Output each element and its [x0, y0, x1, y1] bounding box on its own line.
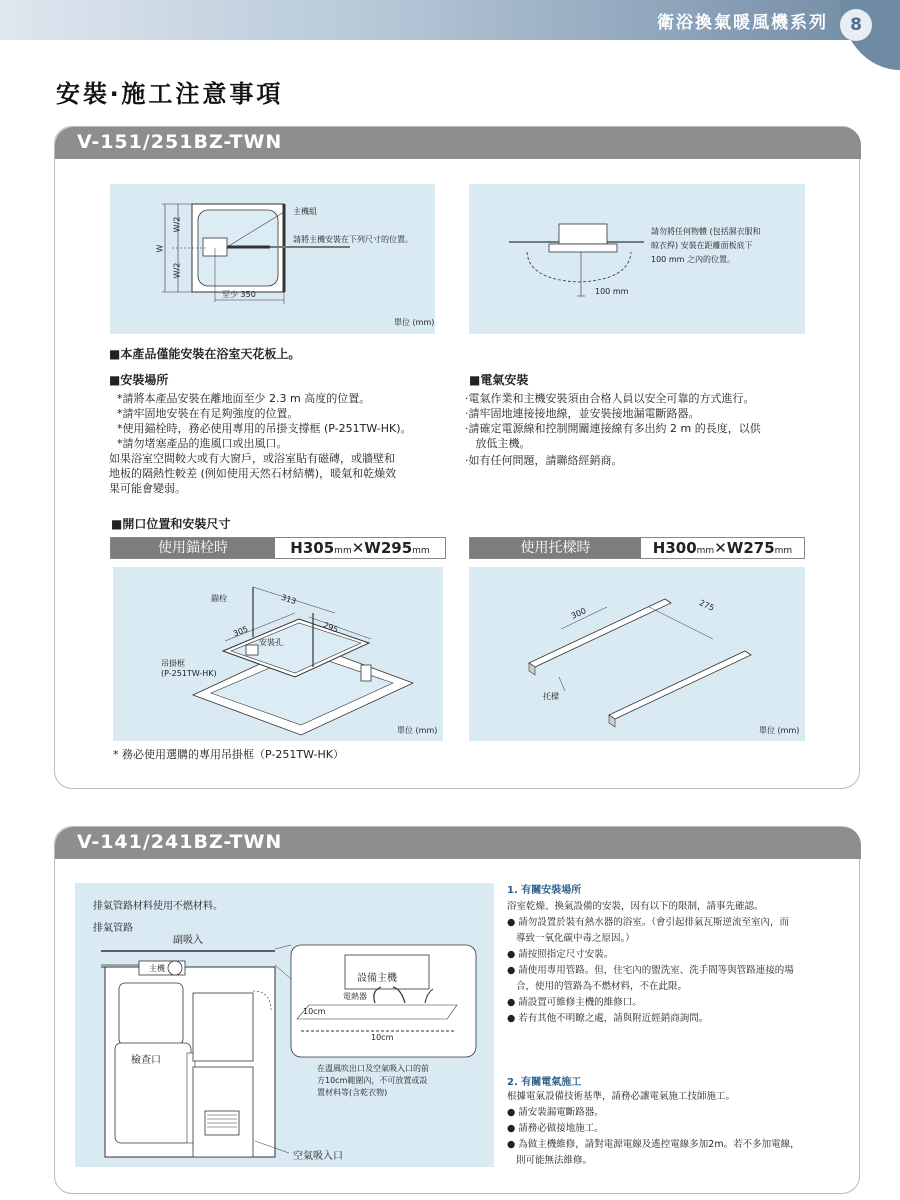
joist-w: W275: [726, 539, 775, 557]
site-line-5: 合，使用的管路為不燃材料，不在此限。: [507, 981, 688, 992]
dim-300: 300: [569, 606, 588, 621]
model-name-2: V-141/241BZ-TWN: [77, 831, 283, 853]
label-w: W: [155, 244, 165, 253]
electrical-title: ■電氣安裝: [469, 373, 529, 387]
location-line-3: *使用錨栓時，務必使用專用的吊掛支撐框 (P-251TW-HK)。: [117, 422, 412, 435]
label-min-350: 至少 350: [222, 290, 256, 299]
anchor-dim-bar: [110, 537, 446, 559]
location-para-1: 如果浴室空間較大或有大窗戶，或浴室貼有磁磚，或牆壁和: [109, 452, 395, 465]
sub-intake-label: 副吸入: [173, 935, 203, 946]
joist-label: 使用托樑時: [470, 538, 641, 558]
clearance-note-3: 100 mm 之內的位置。: [651, 255, 735, 264]
elec-line-1: ● 請安裝漏電斷路器。: [507, 1107, 604, 1118]
electrical-line-1: ‧電氣作業和主機安裝須由合格人員以安全可靠的方式進行。: [465, 392, 755, 405]
exhaust-label: 排氣管路: [93, 923, 133, 934]
air-intake-label: 空氣吸入口: [293, 1151, 343, 1162]
location-line-4: *請勿堵塞產品的進風口或出風口。: [117, 437, 288, 450]
clearance-note-1: 請勿將任何物體 (包括濕衣服和: [651, 227, 761, 236]
dim-10cm-a: 10cm: [303, 1007, 326, 1016]
dim-305: 305: [231, 624, 250, 639]
elec-title: 2. 有關電氣施工: [507, 1077, 582, 1088]
anchor-diagram: [113, 567, 443, 741]
location-title: ■安裝場所: [109, 373, 169, 387]
anchor-times: ✕: [351, 539, 365, 557]
warn-1: 在溫風吹出口及空氣吸入口的前: [317, 1064, 429, 1073]
location-line-1: *請將本產品安裝在離地面至少 2.3 m 高度的位置。: [117, 392, 371, 405]
electrical-line-5: ‧如有任何問題，請聯絡經銷商。: [465, 454, 623, 467]
anchor-label: 使用錨栓時: [111, 538, 275, 558]
elec-intro: 根據電氣設備技術基準，請務必讓電氣施工技師施工。: [507, 1091, 736, 1102]
site-line-4: ● 請使用專用管路。但，住宅內的盥洗室、洗手間等與管路連接的場: [507, 965, 794, 976]
anchor-w: W295: [364, 539, 413, 557]
page-title: 安裝‧施工注意事項: [56, 80, 284, 108]
heater-label: 電熱器: [343, 992, 367, 1001]
anchor-w-unit: mm: [412, 546, 430, 556]
label-w2-top: W/2: [172, 216, 182, 233]
joist-text: 托樑: [543, 692, 559, 701]
placement-diagram: [110, 184, 435, 334]
clearance-drawing: [469, 184, 805, 334]
section-header: [55, 127, 861, 159]
anchor-h-unit: mm: [334, 546, 352, 556]
anchor-unit: 單位 (mm): [397, 726, 438, 735]
dim-275: 275: [697, 598, 716, 613]
anchor-dims: [275, 538, 445, 558]
site-line-1: ● 請勿設置於裝有熱水器的浴室。（會引起排氣瓦斯逆流至室內，而: [507, 917, 790, 928]
electrical-line-2: ‧請牢固地連接接地線，並安裝接地漏電斷路器。: [465, 407, 700, 420]
site-line-2: 導致一氧化碳中毒之原因。）: [507, 933, 635, 944]
label-install: 請將主機安裝在下列尺寸的位置。: [293, 235, 413, 244]
elec-line-2: ● 請務必做接地施工。: [507, 1123, 604, 1134]
joist-drawing: [469, 567, 805, 741]
site-line-7: ● 若有其他不明瞭之處，請與附近經銷商詢問。: [507, 1013, 709, 1024]
joist-unit: 單位 (mm): [759, 726, 800, 735]
section-v141: [54, 826, 860, 1194]
label-w2-bottom: W/2: [172, 262, 182, 279]
electrical-line-3: ‧請確定電源線和控制開關連接線有多出約 2 m 的長度，以供: [465, 422, 761, 435]
install-hole-label: 安裝孔: [259, 638, 283, 647]
placement-drawing: [110, 184, 435, 334]
joist-h-unit: mm: [696, 546, 715, 556]
unit-label: 單位 (mm): [394, 318, 435, 327]
frame-label-1: 吊掛框: [161, 659, 185, 668]
dim-313: 313: [279, 592, 298, 607]
dim-295: 295: [321, 620, 340, 635]
joist-times: ✕: [714, 539, 727, 557]
section-header-2: [55, 827, 861, 859]
electrical-line-4: 放低主機。: [465, 437, 531, 450]
clearance-note-2: 晾衣桿) 安裝在距離面板底下: [651, 241, 753, 250]
warn-2: 方10cm範圍內，不可放置或設: [317, 1076, 428, 1085]
nonflammable-note: 排氣管路材料使用不燃材料。: [93, 901, 223, 912]
ceiling-note: ■本產品僅能安裝在浴室天花板上。: [109, 347, 301, 361]
footnote: * 務必使用選購的專用吊掛框（P-251TW-HK）: [113, 748, 344, 761]
bathroom-diagram: [75, 883, 494, 1167]
label-main-unit: 主機組: [293, 207, 317, 216]
joist-dims: [641, 538, 804, 558]
joist-dim-bar: [469, 537, 805, 559]
site-line-3: ● 請按照指定尺寸安裝。: [507, 949, 614, 960]
series-title: 衛浴換氣暖風機系列: [657, 13, 828, 33]
site-intro: 浴室乾燥、換氣設備的安裝，因有以下的限制，請事先確認。: [507, 901, 764, 912]
anchor-h: H305: [290, 539, 335, 557]
anchor-bolt-label: 錨栓: [211, 594, 227, 603]
main-unit-label: 主機: [149, 964, 165, 973]
site-title: 1. 有關安裝場所: [507, 885, 582, 896]
joist-w-unit: mm: [774, 546, 793, 556]
location-para-3: 果可能會變弱。: [109, 482, 186, 495]
opening-title: ■開口位置和安裝尺寸: [111, 517, 231, 531]
inspection-label: 檢查口: [131, 1055, 161, 1066]
joist-h: H300: [652, 539, 697, 557]
frame-label-2: (P-251TW-HK): [161, 669, 217, 678]
page-number: 8: [840, 9, 872, 41]
site-line-6: ● 請設置可維修主機的維修口。: [507, 997, 642, 1008]
dim-10cm-b: 10cm: [371, 1033, 394, 1042]
location-line-2: *請牢固地安裝在有足夠強度的位置。: [117, 407, 299, 420]
clearance-dim: 100 mm: [595, 287, 629, 296]
warn-3: 置材料等(含乾衣物): [317, 1088, 388, 1097]
location-para-2: 地板的隔熱性較差 (例如使用天然石材結構)，暖氣和乾燥效: [109, 467, 397, 480]
bathroom-drawing: [75, 883, 494, 1167]
model-name: V-151/251BZ-TWN: [77, 131, 283, 153]
elec-line-4: 則可能無法維修。: [507, 1155, 593, 1166]
section-v151: [54, 126, 860, 789]
anchor-drawing: [113, 567, 443, 741]
device-main-label: 設備主機: [357, 973, 397, 984]
clearance-diagram: [469, 184, 805, 334]
elec-line-3: ● 為做主機維修，請對電源電線及遙控電線多加2m。若不多加電線，: [507, 1139, 800, 1150]
joist-diagram: [469, 567, 805, 741]
